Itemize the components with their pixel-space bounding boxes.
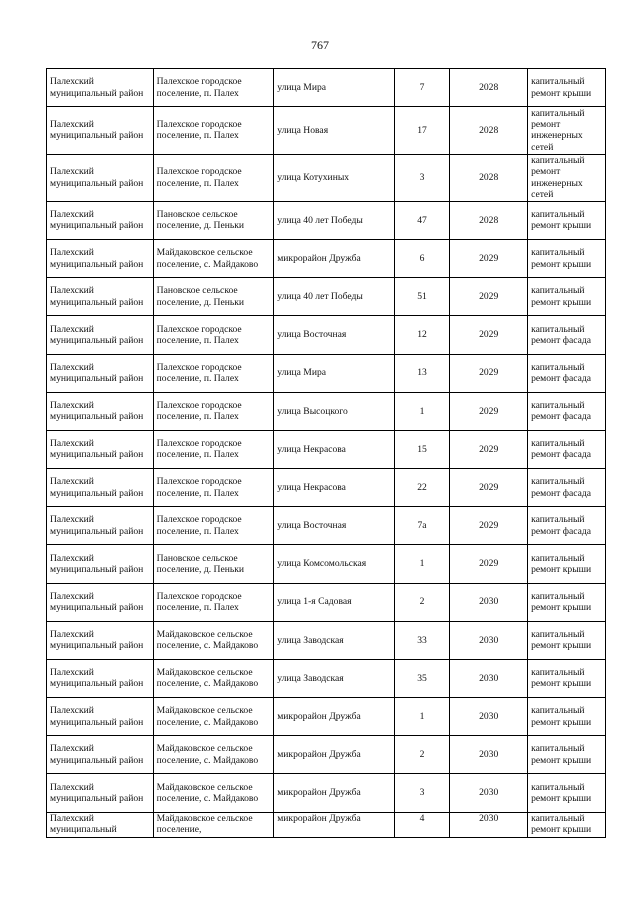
street-cell: улица Мира [274, 354, 395, 392]
year-cell: 2030 [450, 659, 528, 697]
district-cell: Палехский муниципальный район [47, 240, 154, 278]
table-row [47, 392, 606, 430]
street-cell: улица Комсомольская [274, 545, 395, 583]
table-row [47, 583, 606, 621]
table-row [47, 69, 606, 107]
house-number-cell: 47 [394, 201, 449, 239]
street-cell: улица 1-я Садовая [274, 583, 395, 621]
settlement-cell: Палехское городское поселение, п. Палех [153, 354, 274, 392]
street-cell: улица Заводская [274, 659, 395, 697]
house-number-cell: 2 [394, 583, 449, 621]
year-cell: 2029 [450, 240, 528, 278]
work-type-cell: капитальный ремонт крыши [528, 201, 606, 239]
year-cell: 2030 [450, 812, 528, 837]
year-cell: 2030 [450, 774, 528, 812]
settlement-cell: Палехское городское поселение, п. Палех [153, 107, 274, 154]
district-cell: Палехский муниципальный район [47, 583, 154, 621]
settlement-cell: Палехское городское поселение, п. Палех [153, 392, 274, 430]
house-number-cell: 33 [394, 621, 449, 659]
table-row [47, 469, 606, 507]
settlement-cell: Палехское городское поселение, п. Палех [153, 69, 274, 107]
work-type-cell: капитальный ремонт крыши [528, 698, 606, 736]
work-type-cell: капитальный ремонт крыши [528, 240, 606, 278]
house-number-cell: 1 [394, 545, 449, 583]
work-type-cell: капитальный ремонт фасада [528, 507, 606, 545]
year-cell: 2028 [450, 154, 528, 201]
house-number-cell: 3 [394, 154, 449, 201]
work-type-cell: капитальный ремонт фасада [528, 392, 606, 430]
house-number-cell: 7а [394, 507, 449, 545]
settlement-cell: Палехское городское поселение, п. Палех [153, 507, 274, 545]
house-number-cell: 3 [394, 774, 449, 812]
street-cell: микрорайон Дружба [274, 812, 395, 837]
settlement-cell: Майдаковское сельское поселение, с. Майдаково [153, 698, 274, 736]
work-type-cell: капитальный ремонт фасада [528, 354, 606, 392]
table-row [47, 545, 606, 583]
work-type-cell: капитальный ремонт инженерных сетей [528, 154, 606, 201]
settlement-cell: Пановское сельское поселение, д. Пеньки [153, 545, 274, 583]
year-cell: 2030 [450, 621, 528, 659]
work-type-cell: капитальный ремонт крыши [528, 736, 606, 774]
table-row [47, 316, 606, 354]
house-number-cell: 51 [394, 278, 449, 316]
year-cell: 2029 [450, 430, 528, 468]
table-row [47, 507, 606, 545]
street-cell: микрорайон Дружба [274, 736, 395, 774]
street-cell: микрорайон Дружба [274, 774, 395, 812]
district-cell: Палехский муниципальный [47, 812, 154, 837]
year-cell: 2029 [450, 354, 528, 392]
street-cell: улица Восточная [274, 507, 395, 545]
settlement-cell: Палехское городское поселение, п. Палех [153, 583, 274, 621]
year-cell: 2028 [450, 107, 528, 154]
settlement-cell: Майдаковское сельское поселение, с. Майдаково [153, 774, 274, 812]
settlement-cell: Майдаковское сельское поселение, с. Майдаково [153, 736, 274, 774]
work-type-cell: капитальный ремонт крыши [528, 812, 606, 837]
table-row [47, 430, 606, 468]
work-type-cell: капитальный ремонт крыши [528, 621, 606, 659]
work-type-cell: капитальный ремонт крыши [528, 774, 606, 812]
year-cell: 2030 [450, 698, 528, 736]
house-number-cell: 7 [394, 69, 449, 107]
work-type-cell: капитальный ремонт фасада [528, 316, 606, 354]
work-type-cell: капитальный ремонт крыши [528, 278, 606, 316]
year-cell: 2029 [450, 545, 528, 583]
year-cell: 2029 [450, 469, 528, 507]
district-cell: Палехский муниципальный район [47, 698, 154, 736]
year-cell: 2028 [450, 69, 528, 107]
settlement-cell: Пановское сельское поселение, д. Пеньки [153, 278, 274, 316]
settlement-cell: Палехское городское поселение, п. Палех [153, 469, 274, 507]
district-cell: Палехский муниципальный район [47, 545, 154, 583]
table-row [47, 154, 606, 201]
settlement-cell: Палехское городское поселение, п. Палех [153, 430, 274, 468]
year-cell: 2029 [450, 316, 528, 354]
district-cell: Палехский муниципальный район [47, 469, 154, 507]
table-row [47, 812, 606, 837]
settlement-cell: Майдаковское сельское поселение, с. Майдаково [153, 659, 274, 697]
street-cell: улица Восточная [274, 316, 395, 354]
street-cell: улица Котухиных [274, 154, 395, 201]
settlement-cell: Пановское сельское поселение, д. Пеньки [153, 201, 274, 239]
table-row [47, 354, 606, 392]
district-cell: Палехский муниципальный район [47, 736, 154, 774]
street-cell: улица 40 лет Победы [274, 278, 395, 316]
work-type-cell: капитальный ремонт крыши [528, 659, 606, 697]
table-row [47, 659, 606, 697]
street-cell: улица Некрасова [274, 430, 395, 468]
district-cell: Палехский муниципальный район [47, 774, 154, 812]
house-number-cell: 2 [394, 736, 449, 774]
work-type-cell: капитальный ремонт инженерных сетей [528, 107, 606, 154]
settlement-cell: Майдаковское сельское поселение, с. Майдаково [153, 621, 274, 659]
year-cell: 2029 [450, 507, 528, 545]
district-cell: Палехский муниципальный район [47, 69, 154, 107]
house-number-cell: 6 [394, 240, 449, 278]
table-body [47, 69, 606, 838]
year-cell: 2030 [450, 583, 528, 621]
housing-repair-table [46, 68, 606, 838]
year-cell: 2028 [450, 201, 528, 239]
house-number-cell: 1 [394, 392, 449, 430]
table-row [47, 240, 606, 278]
table-row [47, 774, 606, 812]
settlement-cell: Палехское городское поселение, п. Палех [153, 316, 274, 354]
street-cell: микрорайон Дружба [274, 240, 395, 278]
house-number-cell: 1 [394, 698, 449, 736]
house-number-cell: 12 [394, 316, 449, 354]
page-number: 767 [311, 38, 329, 52]
house-number-cell: 22 [394, 469, 449, 507]
street-cell: улица Заводская [274, 621, 395, 659]
district-cell: Палехский муниципальный район [47, 430, 154, 468]
district-cell: Палехский муниципальный район [47, 316, 154, 354]
table-row [47, 621, 606, 659]
settlement-cell: Майдаковское сельское поселение, [153, 812, 274, 837]
house-number-cell: 17 [394, 107, 449, 154]
house-number-cell: 35 [394, 659, 449, 697]
district-cell: Палехский муниципальный район [47, 621, 154, 659]
district-cell: Палехский муниципальный район [47, 154, 154, 201]
house-number-cell: 13 [394, 354, 449, 392]
district-cell: Палехский муниципальный район [47, 201, 154, 239]
district-cell: Палехский муниципальный район [47, 354, 154, 392]
table-row [47, 107, 606, 154]
street-cell: улица 40 лет Победы [274, 201, 395, 239]
year-cell: 2030 [450, 736, 528, 774]
work-type-cell: капитальный ремонт фасада [528, 430, 606, 468]
work-type-cell: капитальный ремонт крыши [528, 545, 606, 583]
settlement-cell: Палехское городское поселение, п. Палех [153, 154, 274, 201]
house-number-cell: 4 [394, 812, 449, 837]
year-cell: 2029 [450, 392, 528, 430]
settlement-cell: Майдаковское сельское поселение, с. Майдаково [153, 240, 274, 278]
street-cell: улица Новая [274, 107, 395, 154]
street-cell: улица Некрасова [274, 469, 395, 507]
district-cell: Палехский муниципальный район [47, 659, 154, 697]
district-cell: Палехский муниципальный район [47, 278, 154, 316]
district-cell: Палехский муниципальный район [47, 392, 154, 430]
street-cell: улица Мира [274, 69, 395, 107]
house-number-cell: 15 [394, 430, 449, 468]
table-row [47, 698, 606, 736]
work-type-cell: капитальный ремонт крыши [528, 69, 606, 107]
street-cell: улица Высоцкого [274, 392, 395, 430]
district-cell: Палехский муниципальный район [47, 107, 154, 154]
street-cell: микрорайон Дружба [274, 698, 395, 736]
work-type-cell: капитальный ремонт крыши [528, 583, 606, 621]
table-row [47, 201, 606, 239]
table-row [47, 736, 606, 774]
table-row [47, 278, 606, 316]
district-cell: Палехский муниципальный район [47, 507, 154, 545]
work-type-cell: капитальный ремонт фасада [528, 469, 606, 507]
year-cell: 2029 [450, 278, 528, 316]
